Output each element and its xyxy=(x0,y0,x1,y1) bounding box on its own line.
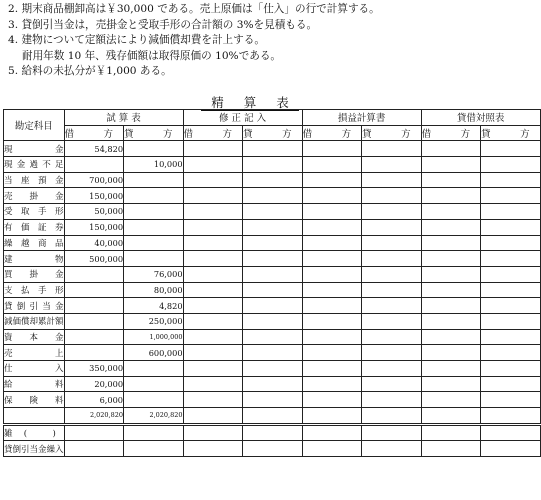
table-row xyxy=(4,282,541,298)
account-name: 資本金 xyxy=(4,329,65,345)
empty-cell[interactable] xyxy=(362,251,422,267)
empty-cell[interactable] xyxy=(183,345,243,361)
table-row xyxy=(4,172,541,188)
trial-debit-cell xyxy=(64,266,124,282)
trial-credit-cell xyxy=(124,235,184,251)
empty-cell[interactable] xyxy=(481,188,541,204)
empty-cell[interactable] xyxy=(183,298,243,314)
empty-cell[interactable] xyxy=(362,219,422,235)
empty-cell[interactable] xyxy=(421,251,481,267)
empty-cell[interactable] xyxy=(243,157,303,173)
empty-cell[interactable] xyxy=(421,157,481,173)
empty-cell[interactable] xyxy=(183,235,243,251)
empty-cell[interactable] xyxy=(421,282,481,298)
table-row xyxy=(4,329,541,345)
total-label-cell xyxy=(4,408,65,425)
empty-cell[interactable] xyxy=(362,313,422,329)
empty-cell[interactable] xyxy=(302,441,362,457)
credit-header: 貸 方 xyxy=(481,125,541,141)
account-name: 受取手形 xyxy=(4,204,65,220)
empty-cell[interactable] xyxy=(124,441,184,457)
account-name: 給 料 xyxy=(4,376,65,392)
empty-cell[interactable] xyxy=(243,392,303,408)
empty-cell[interactable] xyxy=(243,376,303,392)
empty-cell[interactable] xyxy=(362,235,422,251)
empty-cell[interactable] xyxy=(183,329,243,345)
account-name: 減価償却累計額 xyxy=(4,313,65,329)
account-name: 保険料 xyxy=(4,392,65,408)
empty-cell[interactable] xyxy=(481,361,541,377)
debit-header: 借 方 xyxy=(64,125,124,141)
trial-debit-cell: 350,000 xyxy=(64,361,124,377)
empty-cell[interactable] xyxy=(64,424,124,441)
empty-cell[interactable] xyxy=(183,204,243,220)
empty-cell[interactable] xyxy=(362,392,422,408)
empty-cell[interactable] xyxy=(362,282,422,298)
account-name: 現金過不足 xyxy=(4,157,65,173)
empty-cell[interactable] xyxy=(421,188,481,204)
adjustments-header: 修 正 記 入 xyxy=(183,110,302,126)
empty-cell[interactable] xyxy=(421,424,481,441)
trial-debit-cell: 150,000 xyxy=(64,188,124,204)
trial-debit-cell xyxy=(64,329,124,345)
account-name: 建 物 xyxy=(4,251,65,267)
empty-cell[interactable] xyxy=(421,298,481,314)
account-name: 有価証券 xyxy=(4,219,65,235)
table-row xyxy=(4,141,541,157)
trial-credit-cell xyxy=(124,251,184,267)
note-4-detail: 耐用年数 10 年、残存価額は取得原価の 10%である。 xyxy=(22,49,282,62)
empty-cell[interactable] xyxy=(302,376,362,392)
empty-cell[interactable] xyxy=(183,157,243,173)
empty-cell[interactable] xyxy=(243,204,303,220)
empty-cell[interactable] xyxy=(64,441,124,457)
empty-cell[interactable] xyxy=(243,424,303,441)
table-row xyxy=(4,266,541,282)
empty-cell[interactable] xyxy=(421,361,481,377)
trial-credit-cell xyxy=(124,172,184,188)
empty-cell[interactable] xyxy=(481,424,541,441)
note-3: 3. 貸倒引当金は，売掛金と受取手形の合計額の 3%を見積もる。 xyxy=(8,18,318,31)
empty-cell[interactable] xyxy=(421,408,481,425)
empty-cell[interactable] xyxy=(362,361,422,377)
empty-cell[interactable] xyxy=(243,298,303,314)
empty-cell[interactable] xyxy=(481,298,541,314)
trial-credit-cell: 10,000 xyxy=(124,157,184,173)
empty-cell[interactable] xyxy=(481,251,541,267)
empty-cell[interactable] xyxy=(243,141,303,157)
table-row xyxy=(4,219,541,235)
trial-credit-cell xyxy=(124,361,184,377)
empty-cell[interactable] xyxy=(481,157,541,173)
empty-cell[interactable] xyxy=(481,172,541,188)
trial-debit-cell: 6,000 xyxy=(64,392,124,408)
empty-cell[interactable] xyxy=(302,219,362,235)
account-name: 現 金 xyxy=(4,141,65,157)
debit-header: 借 方 xyxy=(302,125,362,141)
empty-cell[interactable] xyxy=(183,172,243,188)
empty-cell[interactable] xyxy=(243,219,303,235)
empty-cell[interactable] xyxy=(362,298,422,314)
empty-cell[interactable] xyxy=(421,141,481,157)
empty-cell[interactable] xyxy=(481,329,541,345)
empty-cell[interactable] xyxy=(302,251,362,267)
note-2: 2. 期末商品棚卸高は￥30,000 である。売上原価は「仕入」の行で計算する。 xyxy=(8,3,380,15)
empty-cell[interactable] xyxy=(243,282,303,298)
trial-debit-cell xyxy=(64,313,124,329)
empty-cell[interactable] xyxy=(481,313,541,329)
empty-cell[interactable] xyxy=(481,441,541,457)
empty-cell[interactable] xyxy=(481,266,541,282)
account-header: 勘定科目 xyxy=(4,110,65,141)
empty-cell[interactable] xyxy=(243,329,303,345)
empty-cell[interactable] xyxy=(481,235,541,251)
empty-cell[interactable] xyxy=(183,424,243,441)
table-row xyxy=(4,298,541,314)
empty-cell[interactable] xyxy=(421,172,481,188)
empty-cell[interactable] xyxy=(302,235,362,251)
empty-cell[interactable] xyxy=(481,408,541,425)
empty-cell[interactable] xyxy=(302,172,362,188)
table-row xyxy=(4,251,541,267)
table-row xyxy=(4,441,541,457)
empty-cell[interactable] xyxy=(421,313,481,329)
empty-cell[interactable] xyxy=(183,408,243,425)
note-4: 4. 建物について定額法により減価償却費を計上する。 xyxy=(8,34,265,47)
empty-cell[interactable] xyxy=(243,188,303,204)
table-row xyxy=(4,313,541,329)
trial-debit-cell xyxy=(64,282,124,298)
empty-cell[interactable] xyxy=(183,188,243,204)
empty-cell[interactable] xyxy=(302,298,362,314)
empty-cell[interactable] xyxy=(362,266,422,282)
income-statement-header: 損益計算書 xyxy=(302,110,421,126)
trial-debit-cell xyxy=(64,298,124,314)
empty-cell[interactable] xyxy=(362,188,422,204)
empty-cell[interactable] xyxy=(183,141,243,157)
empty-cell[interactable] xyxy=(302,188,362,204)
empty-cell[interactable] xyxy=(302,266,362,282)
empty-cell[interactable] xyxy=(183,376,243,392)
trial-credit-cell: 600,000 xyxy=(124,345,184,361)
empty-cell[interactable] xyxy=(421,329,481,345)
empty-cell[interactable] xyxy=(481,219,541,235)
empty-cell[interactable] xyxy=(183,282,243,298)
empty-cell[interactable] xyxy=(243,313,303,329)
empty-cell[interactable] xyxy=(481,141,541,157)
account-name: 買掛金 xyxy=(4,266,65,282)
account-name: 繰越商品 xyxy=(4,235,65,251)
table-row xyxy=(4,235,541,251)
empty-cell[interactable] xyxy=(362,424,422,441)
empty-cell[interactable] xyxy=(302,408,362,425)
empty-cell[interactable] xyxy=(421,266,481,282)
trial-debit-total: 2,020,820 xyxy=(64,408,124,425)
table-row xyxy=(4,392,541,408)
trial-credit-cell: 4,820 xyxy=(124,298,184,314)
empty-cell[interactable] xyxy=(362,329,422,345)
credit-header: 貸 方 xyxy=(124,125,184,141)
instructions xyxy=(8,2,498,80)
empty-cell[interactable] xyxy=(421,376,481,392)
trial-debit-cell: 700,000 xyxy=(64,172,124,188)
empty-cell[interactable] xyxy=(243,172,303,188)
worksheet-title: 精 算 表 xyxy=(201,95,298,111)
empty-cell[interactable] xyxy=(302,361,362,377)
trial-credit-cell: 1,000,000 xyxy=(124,329,184,345)
table-row xyxy=(4,361,541,377)
empty-cell[interactable] xyxy=(421,345,481,361)
empty-cell[interactable] xyxy=(183,266,243,282)
empty-cell[interactable] xyxy=(243,251,303,267)
trial-debit-cell xyxy=(64,157,124,173)
empty-cell[interactable] xyxy=(243,345,303,361)
empty-cell[interactable] xyxy=(183,251,243,267)
trial-debit-cell: 54,820 xyxy=(64,141,124,157)
empty-cell[interactable] xyxy=(243,441,303,457)
empty-cell[interactable] xyxy=(481,345,541,361)
total-row xyxy=(4,408,541,425)
balance-sheet-header: 貸借対照表 xyxy=(421,110,540,126)
empty-cell[interactable] xyxy=(362,172,422,188)
trial-credit-cell xyxy=(124,376,184,392)
empty-cell[interactable] xyxy=(421,441,481,457)
empty-cell[interactable] xyxy=(481,392,541,408)
account-name: 売掛金 xyxy=(4,188,65,204)
account-name: 当座預金 xyxy=(4,172,65,188)
empty-cell[interactable] xyxy=(243,235,303,251)
empty-cell[interactable] xyxy=(481,282,541,298)
trial-credit-cell xyxy=(124,204,184,220)
empty-cell[interactable] xyxy=(243,408,303,425)
empty-cell[interactable] xyxy=(302,392,362,408)
empty-cell[interactable] xyxy=(302,204,362,220)
empty-cell[interactable] xyxy=(302,424,362,441)
trial-credit-cell xyxy=(124,141,184,157)
table-row xyxy=(4,424,541,441)
account-name: 貸倒引当金 xyxy=(4,298,65,314)
empty-cell[interactable] xyxy=(183,441,243,457)
account-name: 貸倒引当金繰入 xyxy=(4,441,65,457)
table-row xyxy=(4,204,541,220)
empty-cell[interactable] xyxy=(302,141,362,157)
table-row xyxy=(4,376,541,392)
empty-cell[interactable] xyxy=(362,141,422,157)
empty-cell[interactable] xyxy=(302,282,362,298)
account-name: 支払手形 xyxy=(4,282,65,298)
trial-debit-cell: 50,000 xyxy=(64,204,124,220)
trial-debit-cell xyxy=(64,345,124,361)
trial-balance-header: 試 算 表 xyxy=(64,110,183,126)
empty-cell[interactable] xyxy=(421,235,481,251)
empty-cell[interactable] xyxy=(243,361,303,377)
trial-credit-cell xyxy=(124,188,184,204)
trial-debit-cell: 150,000 xyxy=(64,219,124,235)
empty-cell[interactable] xyxy=(362,204,422,220)
trial-debit-cell: 20,000 xyxy=(64,376,124,392)
trial-credit-cell: 80,000 xyxy=(124,282,184,298)
empty-cell[interactable] xyxy=(362,408,422,425)
empty-cell[interactable] xyxy=(481,204,541,220)
trial-credit-cell: 76,000 xyxy=(124,266,184,282)
worksheet-table xyxy=(3,109,541,457)
empty-cell[interactable] xyxy=(183,392,243,408)
account-name: 雑 ( ) xyxy=(4,424,65,441)
note-5: 5. 給料の未払分が￥1,000 ある。 xyxy=(8,65,172,78)
empty-cell[interactable] xyxy=(302,329,362,345)
trial-credit-total: 2,020,820 xyxy=(124,408,184,425)
empty-cell[interactable] xyxy=(421,392,481,408)
empty-cell[interactable] xyxy=(362,345,422,361)
empty-cell[interactable] xyxy=(243,266,303,282)
debit-header: 借 方 xyxy=(421,125,481,141)
empty-cell[interactable] xyxy=(124,424,184,441)
empty-cell[interactable] xyxy=(302,345,362,361)
table-row xyxy=(4,157,541,173)
trial-debit-cell: 40,000 xyxy=(64,235,124,251)
empty-cell[interactable] xyxy=(421,204,481,220)
empty-cell[interactable] xyxy=(183,313,243,329)
debit-header: 借 方 xyxy=(183,125,243,141)
trial-debit-cell: 500,000 xyxy=(64,251,124,267)
empty-cell[interactable] xyxy=(302,313,362,329)
trial-credit-cell xyxy=(124,392,184,408)
empty-cell[interactable] xyxy=(183,361,243,377)
table-row xyxy=(4,345,541,361)
empty-cell[interactable] xyxy=(362,157,422,173)
trial-credit-cell: 250,000 xyxy=(124,313,184,329)
empty-cell[interactable] xyxy=(302,157,362,173)
credit-header: 貸 方 xyxy=(243,125,303,141)
trial-credit-cell xyxy=(124,219,184,235)
empty-cell[interactable] xyxy=(362,441,422,457)
empty-cell[interactable] xyxy=(481,376,541,392)
credit-header: 貸 方 xyxy=(362,125,422,141)
empty-cell[interactable] xyxy=(183,219,243,235)
empty-cell[interactable] xyxy=(362,376,422,392)
account-name: 仕 入 xyxy=(4,361,65,377)
empty-cell[interactable] xyxy=(421,219,481,235)
table-row xyxy=(4,188,541,204)
account-name: 売 上 xyxy=(4,345,65,361)
